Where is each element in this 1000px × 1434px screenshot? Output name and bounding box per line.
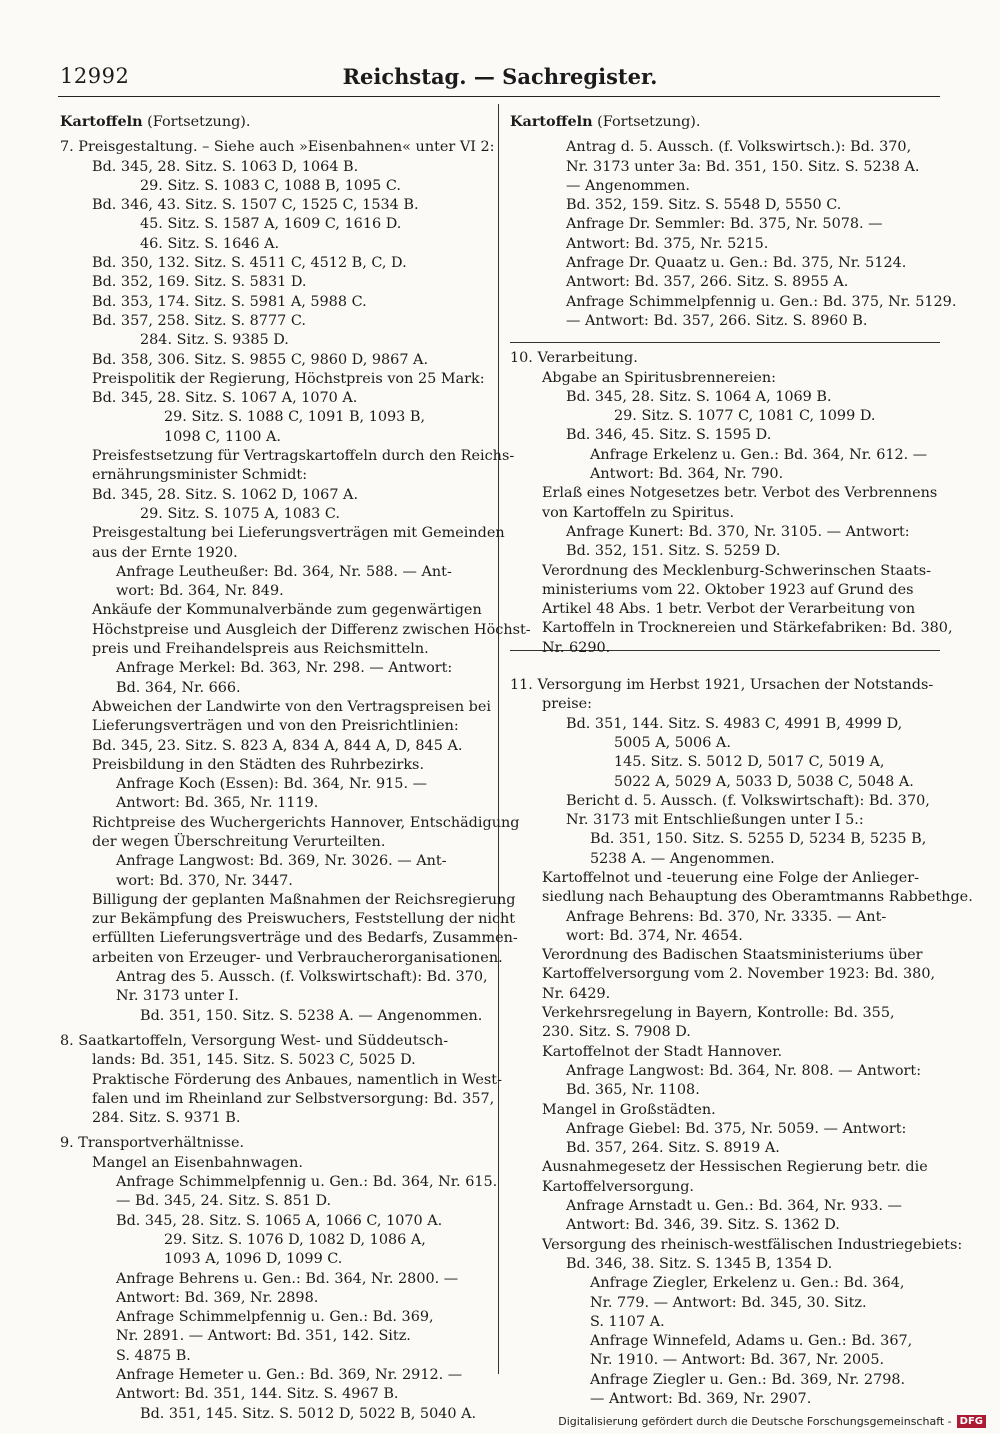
index-line: Anfrage Leutheußer: Bd. 364, Nr. 588. — Ant- xyxy=(116,563,452,580)
heading-suffix: (Fortsetzung). xyxy=(597,114,701,130)
index-line: Anfrage Langwost: Bd. 364, Nr. 808. — Antwort: xyxy=(566,1062,922,1079)
index-line: Bd. 353, 174. Sitz. S. 5981 A, 5988 C. xyxy=(92,293,367,310)
index-line: ernährungsminister Schmidt: xyxy=(92,467,308,484)
page-header xyxy=(0,0,1000,100)
spacer xyxy=(510,658,950,670)
index-line: Verordnung des Mecklenburg-Schwerinschen Staats- xyxy=(542,562,932,579)
index-line: Bd. 345, 28. Sitz. S. 1067 A, 1070 A. xyxy=(92,390,358,407)
index-line: Anfrage Dr. Quaatz u. Gen.: Bd. 375, Nr. 5124. xyxy=(566,255,907,272)
index-line: Abweichen der Landwirte von den Vertragspreisen bei xyxy=(92,698,491,715)
index-line: Preispolitik der Regierung, Höchstpreis von 25 Mark: xyxy=(92,370,485,387)
index-line: Anfrage Merkel: Bd. 363, Nr. 298. — Antwort: xyxy=(116,660,453,677)
page-number: 12992 xyxy=(60,64,130,88)
index-line: Artikel 48 Abs. 1 betr. Verbot der Verarbeitung von xyxy=(542,601,916,618)
right-column-heading xyxy=(510,112,950,132)
index-line: 230. Sitz. S. 7908 D. xyxy=(542,1024,691,1041)
index-line: 1093 A, 1096 D, 1099 C. xyxy=(164,1251,343,1268)
index-line: Antrag des 5. Aussch. (f. Volkswirtschaft): Bd. 370, xyxy=(116,969,488,986)
index-line: siedlung nach Behauptung des Oberamtmanns Rabbethge. xyxy=(542,889,973,906)
index-line: Erlaß eines Notgesetzes betr. Verbot des Verbrennens xyxy=(542,485,938,502)
header-rule xyxy=(58,96,940,97)
index-line: arbeiten von Erzeuger- und Verbraucherorganisationen. xyxy=(92,949,503,966)
index-line: Anfrage Arnstadt u. Gen.: Bd. 364, Nr. 933. — xyxy=(566,1198,902,1215)
right-column xyxy=(510,108,973,1408)
index-line: Bd. 346, 38. Sitz. S. 1345 B, 1354 D. xyxy=(566,1255,833,1272)
index-line: Bd. 345, 28. Sitz. S. 1062 D, 1067 A. xyxy=(92,486,359,503)
left-entries xyxy=(60,138,531,1424)
index-line: 29. Sitz. S. 1088 C, 1091 B, 1093 B, xyxy=(164,409,426,426)
index-line: Bd. 357, 258. Sitz. S. 8777 C. xyxy=(92,312,306,329)
index-line: Verordnung des Badischen Staatsministeriums über xyxy=(542,947,923,964)
index-line: Anfrage Ziegler, Erkelenz u. Gen.: Bd. 364, xyxy=(590,1275,905,1292)
index-line: Anfrage Giebel: Bd. 375, Nr. 5059. — Antwort: xyxy=(566,1120,907,1137)
index-line: Nr. 6290. xyxy=(542,639,611,656)
index-line: Mangel in Großstädten. xyxy=(542,1101,716,1118)
index-line: von Kartoffeln zu Spiritus. xyxy=(542,504,735,521)
index-line: Preisfestsetzung für Vertragskartoffeln durch den Reichs- xyxy=(92,448,515,465)
index-line: — Bd. 345, 24. Sitz. S. 851 D. xyxy=(116,1193,332,1210)
index-line: Anfrage Behrens: Bd. 370, Nr. 3335. — Ant- xyxy=(566,908,887,925)
spacer xyxy=(510,331,950,343)
index-line: Anfrage Winnefeld, Adams u. Gen.: Bd. 367, xyxy=(590,1333,913,1350)
index-line: Bd. 364, Nr. 666. xyxy=(116,679,241,696)
index-line: Anfrage Hemeter u. Gen.: Bd. 369, Nr. 2912. — xyxy=(116,1367,463,1383)
index-line: falen und im Rheinland zur Selbstversorgung: Bd. 357, xyxy=(92,1090,495,1107)
index-line: 7. Preisgestaltung. – Siehe auch »Eisenbahnen« unter VI 2: xyxy=(60,139,495,156)
index-line: Bd. 345, 23. Sitz. S. 823 A, 834 A, 844 A, D, 845 A. xyxy=(92,737,463,754)
index-line: Billigung der geplanten Maßnahmen der Reichsregierung xyxy=(92,891,516,908)
dfg-logo: DFG xyxy=(957,1415,986,1428)
index-line: Verkehrsregelung in Bayern, Kontrolle: Bd. 355, xyxy=(542,1005,895,1022)
index-line: Bd. 346, 43. Sitz. S. 1507 C, 1525 C, 1534 B. xyxy=(92,197,419,214)
index-line: Nr. 3173 unter 3a: Bd. 351, 150. Sitz. S. 5238 A. xyxy=(566,158,920,175)
index-line: Nr. 779. — Antwort: Bd. 345, 30. Sitz. xyxy=(590,1294,867,1311)
index-line: Bd. 351, 150. Sitz. S. 5238 A. — Angenommen. xyxy=(140,1007,483,1024)
index-line: Nr. 3173 unter I. xyxy=(116,988,239,1005)
index-line: Kartoffelversorgung vom 2. November 1923: Bd. 380, xyxy=(542,966,936,983)
index-line: Ankäufe der Kommunalverbände zum gegenwärtigen xyxy=(92,602,482,619)
heading-suffix: (Fortsetzung). xyxy=(147,114,251,130)
left-column xyxy=(60,108,531,1422)
index-line: Anfrage Schimmelpfennig u. Gen.: Bd. 369, xyxy=(116,1309,434,1326)
index-line: Nr. 1910. — Antwort: Bd. 367, Nr. 2005. xyxy=(590,1352,885,1369)
index-line: Antwort: Bd. 365, Nr. 1119. xyxy=(116,795,319,812)
right-entries xyxy=(510,138,973,1409)
index-line: 45. Sitz. S. 1587 A, 1609 C, 1616 D. xyxy=(140,216,402,233)
index-line: Anfrage Kunert: Bd. 370, Nr. 3105. — Antwort: xyxy=(566,523,910,540)
index-line: Bd. 357, 264. Sitz. S. 8919 A. xyxy=(566,1140,780,1157)
index-line: zur Bekämpfung des Preiswuchers, Feststellung der nicht xyxy=(92,911,516,928)
index-line: Abgabe an Spiritusbrennereien: xyxy=(542,369,777,386)
index-line: 46. Sitz. S. 1646 A. xyxy=(140,235,280,252)
index-line: wort: Bd. 374, Nr. 4654. xyxy=(566,927,743,944)
index-line: Bd. 352, 159. Sitz. S. 5548 D, 5550 C. xyxy=(566,197,842,214)
index-line: Kartoffelnot der Stadt Hannover. xyxy=(542,1043,783,1060)
index-line: erfüllten Lieferungsverträge und des Bedarfs, Zusammen- xyxy=(92,930,518,947)
index-line: 8. Saatkartoffeln, Versorgung West- und Süddeutsch- xyxy=(60,1032,449,1049)
index-line: Bd. 350, 132. Sitz. S. 4511 C, 4512 B, C, D. xyxy=(92,255,407,272)
index-line: 10. Verarbeitung. xyxy=(510,350,638,367)
index-line: Bd. 345, 28. Sitz. S. 1064 A, 1069 B. xyxy=(566,388,832,405)
running-title: Reichstag. — Sachregister. xyxy=(342,64,658,89)
heading-keyword: Kartoffeln xyxy=(510,113,593,130)
index-line: Antwort: Bd. 346, 39. Sitz. S. 1362 D. xyxy=(566,1217,840,1234)
index-line: Bd. 352, 169. Sitz. S. 5831 D. xyxy=(92,274,307,291)
index-line: Bd. 351, 145. Sitz. S. 5012 D, 5022 B, 5040 A. xyxy=(140,1405,477,1422)
index-line: preis und Freihandelspreis aus Reichsmitteln. xyxy=(92,641,429,658)
index-line: 29. Sitz. S. 1075 A, 1083 C. xyxy=(140,505,340,522)
index-line: Anfrage Dr. Semmler: Bd. 375, Nr. 5078. — xyxy=(566,216,883,233)
index-line: 5005 A, 5006 A. xyxy=(614,734,731,751)
index-line: der wegen Überschreitung Verurteilten. xyxy=(92,833,386,850)
index-line: 284. Sitz. S. 9385 D. xyxy=(140,332,289,349)
index-line: Antwort: Bd. 375, Nr. 5215. xyxy=(566,235,769,252)
index-line: Lieferungsverträgen und von den Preisrichtlinien: xyxy=(92,718,459,735)
index-line: Praktische Förderung des Anbaues, namentlich in West- xyxy=(92,1071,502,1088)
index-line: Antwort: Bd. 357, 266. Sitz. S. 8955 A. xyxy=(566,274,849,291)
index-line: Kartoffelnot und -teuerung eine Folge der Anlieger- xyxy=(542,869,920,886)
index-line: — Angenommen. xyxy=(566,177,690,194)
index-line: 29. Sitz. S. 1083 C, 1088 B, 1095 C. xyxy=(140,177,401,194)
index-line: Kartoffelversorgung. xyxy=(542,1178,694,1195)
index-line: Bd. 358, 306. Sitz. S. 9855 C, 9860 D, 9867 A. xyxy=(92,351,429,368)
index-line: Anfrage Ziegler u. Gen.: Bd. 369, Nr. 2798. xyxy=(590,1371,906,1388)
footer-text: Digitalisierung gefördert durch die Deutsche Forschungsgemeinschaft - xyxy=(558,1415,952,1428)
index-line: Bd. 345, 28. Sitz. S. 1065 A, 1066 C, 1070 A. xyxy=(116,1212,443,1229)
index-line: preise: xyxy=(542,696,592,713)
index-line: Bd. 346, 45. Sitz. S. 1595 D. xyxy=(566,427,772,444)
index-line: Antrag d. 5. Aussch. (f. Volkswirtsch.): Bd. 370, xyxy=(566,139,912,156)
index-line: — Antwort: Bd. 369, Nr. 2907. xyxy=(590,1391,812,1407)
index-line: S. 1107 A. xyxy=(590,1313,665,1330)
index-line: Bd. 351, 150. Sitz. S. 5255 D, 5234 B, 5235 B, xyxy=(590,831,927,848)
index-line: Bd. 351, 144. Sitz. S. 4983 C, 4991 B, 4999 D, xyxy=(566,715,903,732)
index-line: 9. Transportverhältnisse. xyxy=(60,1135,245,1152)
index-line: Antwort: Bd. 369, Nr. 2898. xyxy=(116,1289,319,1306)
index-line: Bd. 352, 151. Sitz. S. 5259 D. xyxy=(566,543,781,560)
heading-keyword: Kartoffeln xyxy=(60,113,143,130)
index-line: Antwort: Bd. 351, 144. Sitz. S. 4967 B. xyxy=(116,1386,399,1403)
index-line: aus der Ernte 1920. xyxy=(92,544,238,561)
index-line: 29. Sitz. S. 1077 C, 1081 C, 1099 D. xyxy=(614,408,876,425)
index-line: Mangel an Eisenbahnwagen. xyxy=(92,1154,303,1171)
index-line: Höchstpreise und Ausgleich der Differenz zwischen Höchst- xyxy=(92,621,531,638)
index-line: wort: Bd. 364, Nr. 849. xyxy=(116,583,284,600)
footer xyxy=(558,1415,986,1428)
index-line: Nr. 2891. — Antwort: Bd. 351, 142. Sitz. xyxy=(116,1328,411,1345)
index-line: Bd. 345, 28. Sitz. S. 1063 D, 1064 B. xyxy=(92,158,359,175)
index-line: Anfrage Langwost: Bd. 369, Nr. 3026. — Ant- xyxy=(116,853,447,870)
index-line: Anfrage Schimmelpfennig u. Gen.: Bd. 375, Nr. 5129. xyxy=(566,293,957,310)
index-line: 5238 A. — Angenommen. xyxy=(590,850,775,867)
index-line: Richtpreise des Wuchergerichts Hannover, Entschädigung xyxy=(92,814,520,831)
index-line: S. 4875 B. xyxy=(116,1347,191,1364)
index-line: Preisbildung in den Städten des Ruhrbezirks. xyxy=(92,756,425,773)
left-column-heading xyxy=(60,112,500,132)
index-line: wort: Bd. 370, Nr. 3447. xyxy=(116,872,293,889)
index-line: 29. Sitz. S. 1076 D, 1082 D, 1086 A, xyxy=(164,1231,426,1248)
index-line: 11. Versorgung im Herbst 1921, Ursachen der Notstands- xyxy=(510,677,934,694)
index-line: Bd. 365, Nr. 1108. xyxy=(566,1082,700,1099)
index-line: Versorgung des rheinisch-westfälischen Industriegebiets: xyxy=(542,1236,963,1253)
index-line: ministeriums vom 22. Oktober 1923 auf Grund des xyxy=(542,581,914,598)
index-line: Anfrage Koch (Essen): Bd. 364, Nr. 915. — xyxy=(116,776,427,793)
index-line: Anfrage Behrens u. Gen.: Bd. 364, Nr. 2800. — xyxy=(116,1270,459,1287)
index-line: Kartoffeln in Trocknereien und Stärkefabriken: Bd. 380, xyxy=(542,620,953,637)
index-line: 284. Sitz. S. 9371 B. xyxy=(92,1110,241,1127)
index-line: Antwort: Bd. 364, Nr. 790. xyxy=(590,466,784,483)
index-line: Nr. 6429. xyxy=(542,985,611,1002)
index-line: Nr. 3173 mit Entschließungen unter I 5.: xyxy=(566,812,864,829)
index-line: 1098 C, 1100 A. xyxy=(164,428,282,445)
index-line: 5022 A, 5029 A, 5033 D, 5038 C, 5048 A. xyxy=(614,773,914,790)
index-line: Bericht d. 5. Aussch. (f. Volkswirtschaft): Bd. 370, xyxy=(566,792,930,809)
index-line: Preisgestaltung bei Lieferungsverträgen mit Gemeinden xyxy=(92,525,505,542)
index-line: Anfrage Erkelenz u. Gen.: Bd. 364, Nr. 612. — xyxy=(590,446,928,463)
index-line: — Antwort: Bd. 357, 266. Sitz. S. 8960 B. xyxy=(566,312,868,329)
index-line: Anfrage Schimmelpfennig u. Gen.: Bd. 364, Nr. 615. xyxy=(116,1174,498,1191)
index-line: lands: Bd. 351, 145. Sitz. S. 5023 C, 5025 D. xyxy=(92,1052,416,1069)
index-line: 145. Sitz. S. 5012 D, 5017 C, 5019 A, xyxy=(614,754,885,771)
index-line: Ausnahmegesetz der Hessischen Regierung betr. die xyxy=(542,1159,928,1176)
